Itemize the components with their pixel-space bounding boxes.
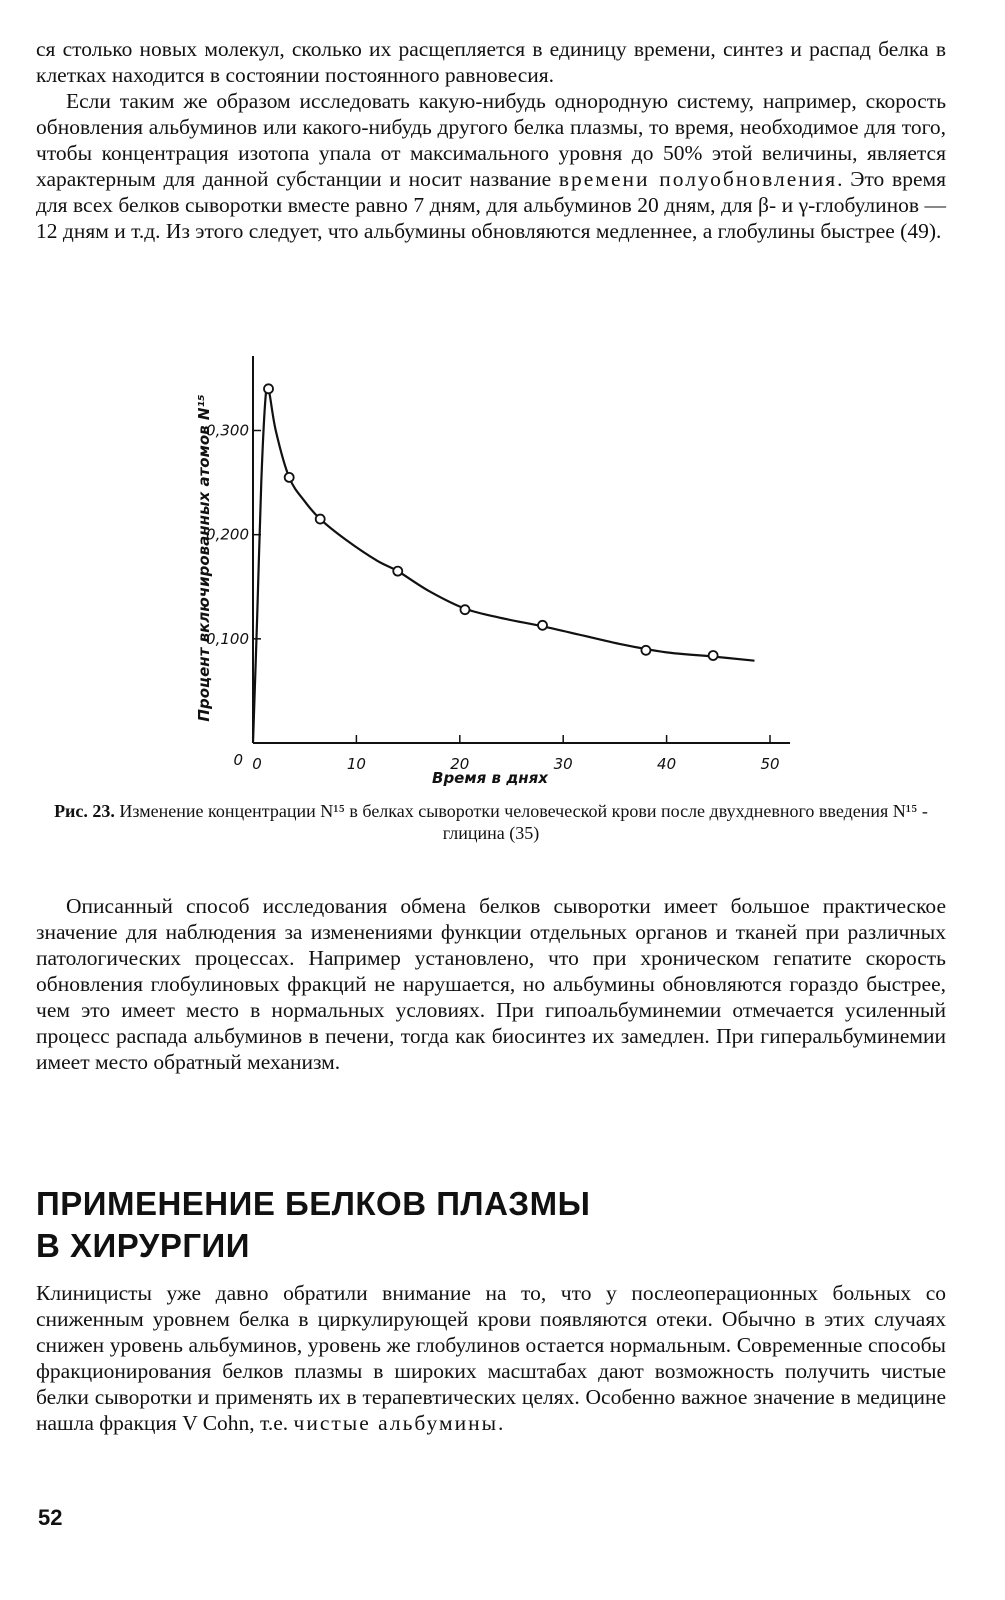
paragraph-surgery-text [36,1280,946,1436]
y-tick-label: 0,200 [206,525,249,544]
chart-curve-layer [253,386,754,743]
paragraph-method-text: Описанный способ исследования обмена белков сыворотки имеет большое практическое значение для наблюдения за изменениями функции отдельных органов и тканей при различных патологических процессах. Например установлено, что при хроническом гепатите скорость обновления глобулиновых фракций не нарушается, но альбумины обновляются гораздо быстрее, чем это имеет место в нормальных условиях. При гипоальбуминемии отмечается усиленный процесс распада альбуминов в печени, тогда как биосинтез их замедлен. При гиперальбуминемии имеет место обратный механизм. [36,894,946,1074]
paragraph-half-renewal-start: Если таким же образом исследовать какую-нибудь однородную систему, например, скорость обновления альбуминов или какого-нибудь другого белка плазмы, то время, необходимое для того, чтобы концентрация изотопа упала от максимального уровня до 50% этой величины, является характерным для данной субстанции и носит название [36,89,946,191]
y-axis-label: Процент включированных атомов N¹⁵ [195,394,213,722]
data-point [393,567,402,576]
figure-number: Рис. 23. [54,801,115,821]
x-tick-label: 40 [657,755,677,773]
page-body [36,36,946,244]
y-tick-label: 0,300 [206,421,249,440]
chart-points-layer [264,384,718,660]
term-pure-albumins: чистые альбумины. [293,1411,506,1435]
paragraph-method [36,893,946,1075]
paragraph-surgery [36,1280,946,1436]
page-number: 52 [38,1505,63,1530]
x-tick-label: 0 [252,755,262,773]
n15-concentration-chart [185,348,805,798]
y-tick-label: 0 [233,751,243,769]
data-point [285,473,294,482]
figure-caption [36,800,946,844]
term-half-renewal: времени полуобновления [558,167,838,191]
x-tick-label: 50 [760,755,780,773]
data-point [460,605,469,614]
x-tick-label: 10 [346,755,366,773]
data-point [709,651,718,660]
paragraph-half-renewal-end: . Это время для всех белков сыворотки вместе равно 7 дням, для альбуминов 20 дням, для β- и γ-глобулинов — 12 дням и т.д. Из этого следует, что альбумины обновляются медленнее, а глобулины быстрее (49). [36,167,946,243]
data-point [538,621,547,630]
paragraph-continuation: ся столько новых молекул, сколько их расщепляется в единицу времени, синтез и распад белка в клетках находится в состоянии постоянного равновесия. [36,37,946,87]
section-heading [36,1183,736,1267]
data-curve [253,386,754,743]
section-heading-line1: ПРИМЕНЕНИЕ БЕЛКОВ ПЛАЗМЫ [36,1185,591,1222]
data-point [316,515,325,524]
data-point [264,384,273,393]
figure-caption-text: Изменение концентрации N¹⁵ в белках сыворотки человеческой крови после двухдневного введения N¹⁵ - глицина (35) [119,801,928,843]
y-tick-label: 0,100 [206,629,249,648]
x-axis-label: Время в днях [432,769,548,787]
paragraph-half-renewal [36,88,946,244]
x-tick-label: 30 [553,755,573,773]
chart-axes [253,356,790,743]
paragraph-surgery-body: Клиницисты уже давно обратили внимание на то, что у послеоперационных больных со сниженным уровнем белка в циркулирующей крови появляются отеки. Обычно в этих случаях снижен уровень альбуминов, уровень же глобулинов остается нормальным. Современные способы фракционирования белков плазмы в широких масштабах дают возможность получить чистые белки сыворотки и применять их в терапевтических целях. Особенно важное значение в медицине нашла фракция V Cohn, т.е. [36,1281,946,1435]
data-point [641,646,650,655]
section-heading-line2: В ХИРУРГИИ [36,1227,250,1264]
x-tick-label: 20 [450,755,470,773]
